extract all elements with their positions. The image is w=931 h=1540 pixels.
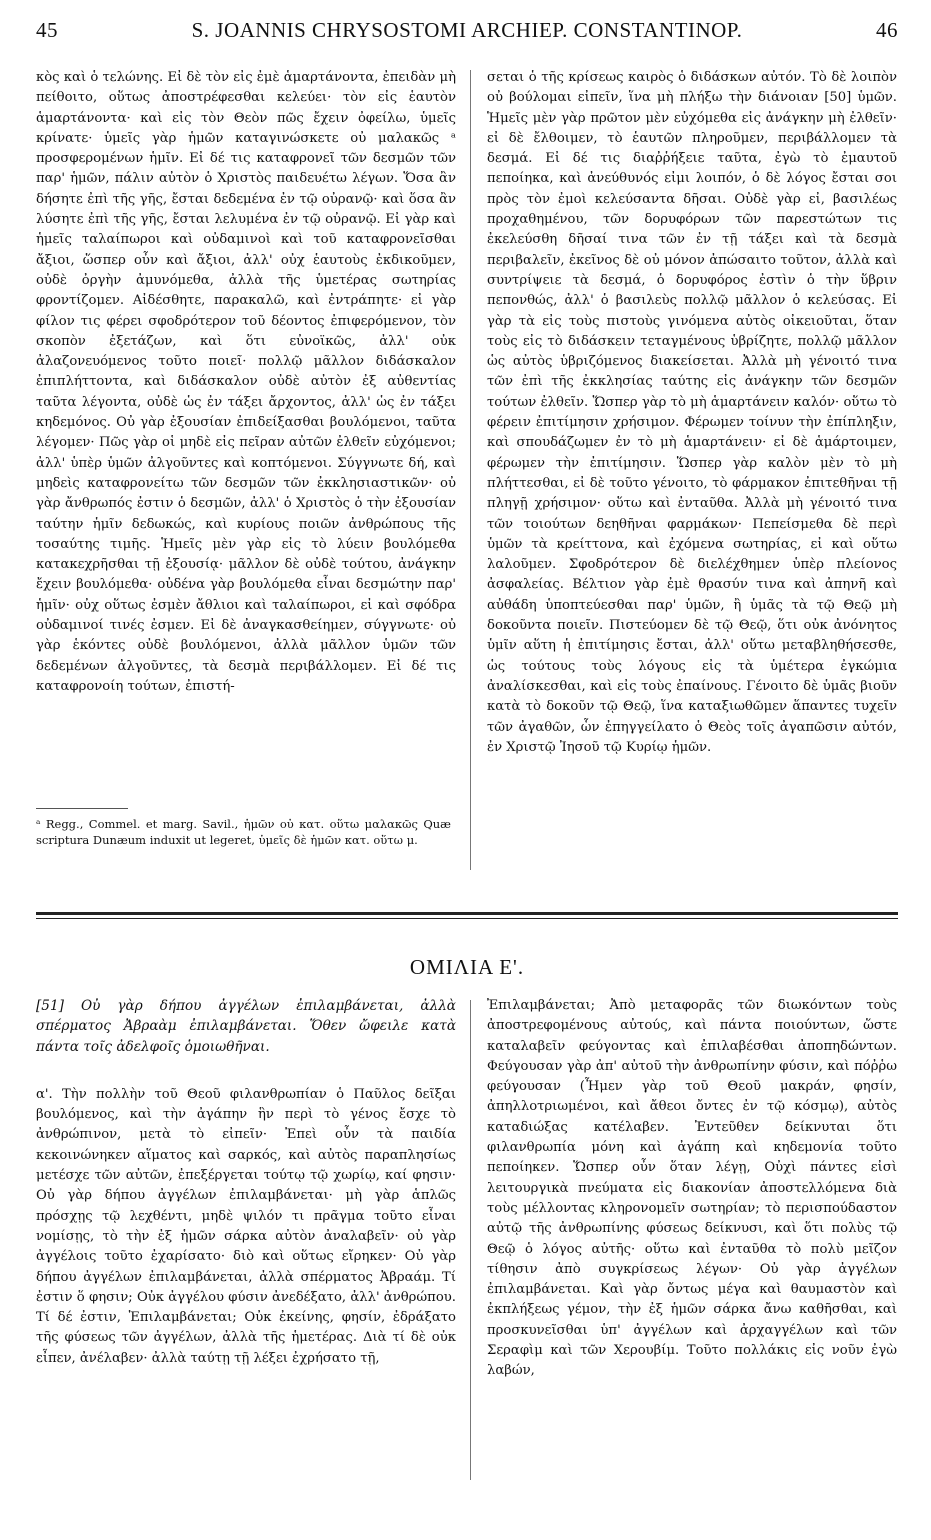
scripture-verse: [51] Οὐ γὰρ δήπου ἀγγέλων ἐπιλαμβάνεται, ἀλλὰ σπέρματος Ἀβραὰμ ἐπιλαμβάνεται. Ὅθεν ὤφειλε κατὰ πάντα τοῖς ἀδελφοῖς ὁμοιωθῆναι. (36, 998, 456, 1055)
running-title: S. JOANNIS CHRYSOSTOMI ARCHIEP. CONSTANTINOP. (191, 18, 743, 42)
top-right-column (487, 68, 897, 758)
column-divider-top (470, 70, 471, 870)
running-head (36, 18, 898, 46)
footnote: ᵃ Regg., Commel. et marg. Savil., ἡμῶν οὐ κατ. οὕτω μαλακῶς Quæ scriptura Dunæum induxit ut legeret, ὑμεῖς δὲ ἡμῶν κατ. οὕτω μ. (36, 817, 451, 847)
page-number-right: 46 (876, 18, 898, 42)
section-divider-thin (36, 918, 898, 919)
section-divider (36, 912, 898, 915)
column-divider-bottom (470, 1000, 471, 1480)
page-number-left: 45 (36, 18, 58, 42)
bottom-right-column (487, 996, 897, 1382)
bottom-left-paragraph: α'. Τὴν πολλὴν τοῦ Θεοῦ φιλανθρωπίαν ὁ Παῦλος δεῖξαι βουλόμενος, καὶ τὴν ἀγάπην ἣν περὶ τὸ γένος ἔσχε τὸ ἀνθρώπινον, μετὰ τὸ εἰπεῖν· Ἐπεὶ οὖν τὰ παιδία κεκοινώνηκεν αἵματος καὶ σαρκός, καὶ αὐτὸς παραπλησίως μετέσχε τῶν αὐτῶν, ἐπεξέργεται τούτῳ τῷ χωρίῳ, καί φησιν· Οὐ γὰρ δήπου ἀγγέλων ἐπιλαμβάνεται· μὴ γὰρ ἁπλῶς πρόσχῃς τῷ λεχθέντι, μηδὲ ψιλόν τι πρᾶγμα τοῦτο εἶναι νομίσῃς, τὸ τὴν ἐξ ἡμῶν σάρκα αὐτὸν ἀναλαβεῖν· οὐ γὰρ ἀγγέλοις τοῦτο ἐχαρίσατο· διὸ καὶ οὕτως εἴρηκεν· Οὐ γὰρ δήπου ἀγγέλων ἐπιλαμβάνεται, ἀλλὰ σπέρματος Ἀβραάμ. Τί ἐστιν ὅ φησιν; Οὐκ ἀγγέλου φύσιν ἀνεδέξατο, ἀλλ' ἀνθρώπου. Τί δέ ἐστιν, Ἐπιλαμβάνεται; Οὐκ ἐκείνης, φησίν, ἐδράξατο τῆς φύσεως τῶν ἀγγέλων, ἀλλὰ τῆς ἡμετέρας. Διὰ τί δὲ οὐκ εἶπεν, ἀνέλαβεν· ἀλλὰ ταύτῃ τῇ λέξει ἐχρήσατο τῇ, (36, 1086, 456, 1366)
footnote-rule (36, 808, 128, 809)
top-left-paragraph: κὸς καὶ ὁ τελώνης. Εἰ δὲ τὸν εἰς ἐμὲ ἁμαρτάνοντα, ἐπειδὰν μὴ πείθοιτο, οὕτως ἀποστρέφεσθαι κελεύει· τὸν εἰς ἑαυτὸν ἁμαρτάνοντα· καὶ εἰς τὸν Θεὸν πῶς ἔχειν ὀφείλω, ὑμεῖς κρίνατε· ὑμεῖς γὰρ ἡμῶν καταγινώσκετε οὐ μαλακῶς ᵃ προσφερομένων ἡμῖν. Εἰ δέ τις καταφρονεῖ τῶν δεσμῶν τῶν παρ' ἡμῶν, πάλιν αὐτὸν ὁ Χριστὸς παιδευέτω λέγων. Ὅσα ἂν δήσητε ἐπὶ τῆς γῆς, ἔσται δεδεμένα ἐν τῷ οὐρανῷ· καὶ ὅσα ἂν λύσητε ἐπὶ τῆς γῆς, ἔσται λελυμένα ἐν τῷ οὐρανῷ. Εἰ γὰρ καὶ ἡμεῖς ταλαίπωροι καὶ οὐδαμινοὶ καὶ τοῦ καταφρονεῖσθαι ἄξιοι, ὥσπερ οὖν καὶ ἄξιοι, ἀλλ' οὐχ ἑαυτοὺς ἐκδικοῦμεν, οὐδὲ ὀργὴν ἀμυνόμεθα, ἀλλὰ τῆς ὑμετέρας σωτηρίας φροντίζομεν. Αἰδέσθητε, παρακαλῶ, καὶ ἐντράπητε· εἰ γὰρ φίλον τις φέρει σφοδρότερον τοῦ δέοντος ἐπιφερόμενον, τὸν σκοπὸν ἐξετάζων, καὶ ὅτι εὐνοϊκῶς, ἀλλ' οὐκ ἀλαζονευόμενος τοῦτο ποιεῖ· πολλῷ μᾶλλον διδάσκαλον ἐπιπλήττοντα, καὶ διδάσκαλον οὐδὲ αὐτὸν ἐξ αὐθεντίας ταῦτα λέγοντα, οὐδὲ ὡς ἐν τάξει ἄρχοντος, ἀλλ' ὡς ἐν τάξει κηδεμόνος. Οὐ γὰρ ἐξουσίαν ἐπιδείξασθαι βουλόμενοι, ταῦτα λέγομεν· Πῶς γὰρ οἱ μηδὲ εἰς πεῖραν αὐτῶν ἐλθεῖν εὐχόμενοι; ἀλλ' ὑπὲρ ὑμῶν ἀλγοῦντες καὶ κοπτόμενοι. Σύγγνωτε δή, καὶ μηδεὶς καταφρονείτω τῶν δεσμῶν τῶν ἐκκλησιαστικῶν· οὐ γὰρ ἄνθρωπός ἐστιν ὁ δεσμῶν, ἀλλ' ὁ Χριστὸς ὁ τὴν ἐξουσίαν ταύτην ἡμῖν δεδωκώς, καὶ κυρίους ποιῶν ἀνθρώπους τῆς τοσαύτης τιμῆς. Ἡμεῖς μὲν γὰρ εἰς τὸ λύειν βουλόμεθα κατακεχρῆσθαι τῇ ἐξουσίᾳ· μᾶλλον δὲ οὐδὲ τούτου, ἀνάγκην ἔχειν βουλόμεθα· οὐδένα γὰρ βουλόμεθα εἶναι δεσμώτην παρ' ἡμῖν· οὐχ οὕτως ἐσμὲν ἄθλιοι καὶ ταλαίπωροι, εἰ καὶ σφόδρα οὐδαμινοί τινές ἐσμεν. Εἰ δὲ ἀναγκασθείημεν, σύγγνωτε· οὐ γὰρ ἑκόντες οὐδὲ βουλόμενοι, ἀλλὰ μᾶλλον ὑμῶν τῶν δεδεμένων ἀλγοῦντες, τὰ δεσμὰ περιβάλλομεν. Εἰ δέ τις καταφρονοίη τούτων, ἐπιστή- (36, 70, 456, 694)
bottom-right-paragraph: Ἐπιλαμβάνεται; Ἀπὸ μεταφορᾶς τῶν διωκόντων τοὺς ἀποστρεφομένους αὐτούς, καὶ πάντα ποιούντων, ὥστε καταλαβεῖν φεύγοντας καὶ ἐπιλαβέσθαι ἀποπηδώντων. Φεύγουσαν γὰρ ἀπ' αὐτοῦ τὴν ἀνθρωπίνην φύσιν, καὶ πόῤῥω φεύγουσαν (Ἦμεν γὰρ τοῦ Θεοῦ μακράν, φησίν, ἀπηλλοτριωμένοι, καὶ ἄθεοι ὄντες ἐν τῷ κόσμῳ), αὐτὸς καταδιώξας κατέλαβεν. Ἐντεῦθεν δείκνυται ὅτι φιλανθρωπία μόνη καὶ ἀγάπη καὶ κηδεμονία τοῦτο πεποίηκεν. Ὥσπερ οὖν ὅταν λέγῃ, Οὐχὶ πάντες εἰσὶ λειτουργικὰ πνεύματα εἰς διακονίαν ἀποστελλόμενα διὰ τοὺς μέλλοντας κληρονομεῖν σωτηρίαν; τὸ περισπούδαστον αὐτῷ τῆς ἀνθρωπίνης φύσεως δείκνυσι, καὶ ὅτι πολὺς τῷ Θεῷ ὁ λόγος αὐτῆς· οὕτω καὶ ἐνταῦθα τὸ πολὺ μεῖζον τίθησιν ἀπὸ συγκρίσεως λέγων· Οὐ γὰρ ἀγγέλων ἐπιλαμβάνεται. Καὶ γὰρ ὄντως μέγα καὶ θαυμαστὸν καὶ ἐκπλήξεως γέμον, τὴν ἐξ ἡμῶν σάρκα ἄνω καθῆσθαι, καὶ προσκυνεῖσθαι ὑπ' ἀγγέλων καὶ ἀρχαγγέλων καὶ τῶν Σεραφὶμ καὶ τῶν Χερουβίμ. Τοῦτο πολλάκις εἰς νοῦν ἐγὼ λαβών, (487, 998, 897, 1379)
top-right-paragraph: σεται ὁ τῆς κρίσεως καιρὸς ὁ διδάσκων αὐτόν. Τὸ δὲ λοιπὸν οὐ βούλομαι εἰπεῖν, ἵνα μὴ πλήξω τὴν διάνοιαν [50] ὑμῶν. Ἡμεῖς μὲν γὰρ πρῶτον μὲν εὐχόμεθα εἰς ἀνάγκην μὴ ἐλθεῖν· εἰ δὲ ἔλθοιμεν, τὸ ἑαυτῶν πληροῦμεν, περιβάλλομεν τὰ δεσμά. Εἰ δέ τις διαῤῥήξειε ταῦτα, ἐγὼ τὸ ἐμαυτοῦ πεποίηκα, καὶ ἀνεύθυνός εἰμι λοιπόν, ὁ δὲ λόγος ἔσται σοι πρὸς τὸν ἐμοὶ κελεύσαντα δῆσαι. Οὐδὲ γὰρ εἰ, βασιλέως προχαθημένου, τῶν δορυφόρων τῶν παρεστώτων τις ἐκελεύσθη δῆσαί τινα τῶν ἐν τῇ τάξει καὶ τὰ δεσμὰ περιβαλεῖν, ἐκεῖνος δὲ οὐ μόνον ἀπώσαιτο τοῦτον, ἀλλὰ καὶ συντρίψειε τὰ δεσμά, ὁ δορυφόρος ἐστὶν ὁ τὴν ὕβριν πεπονθώς, ἀλλ' ὁ βασιλεὺς πολλῷ μᾶλλον ὁ κελεύσας. Εἰ γὰρ τὰ εἰς τοὺς πιστοὺς γινόμενα αὐτὸς οἰκειοῦται, ὅταν τοὺς εἰς τὸ διδάσκειν τεταγμένους ὑβρίζητε, πολλῷ μᾶλλον ὡς αὐτὸς ὑβριζόμενος διακείσεται. Ἀλλὰ μὴ γένοιτό τινα τῶν ἐπὶ τῆς ἐκκλησίας ταύτης εἰς ἀνάγκην τῶν δεσμῶν τούτων ἐλθεῖν. Ὥσπερ γὰρ τὸ μὴ ἁμαρτάνειν καλόν· οὕτω τὸ φέρειν ἐπιτίμησιν χρήσιμον. Φέρωμεν τοίνυν τὴν ἐπίπληξιν, καὶ σπουδάζωμεν ἐν τὸ μὴ ἁμαρτάνειν· εἰ δὲ ἁμάρτοιμεν, φέρωμεν τὴν ἐπιτίμησιν. Ὥσπερ γὰρ καλὸν μὲν τὸ μὴ πλήττεσθαι, εἰ δὲ τοῦτο γένοιτο, τὸ φάρμακον ἐπιτεθῆναι τῇ πληγῇ χρήσιμον· οὕτω καὶ ἐνταῦθα. Ἀλλὰ μὴ γένοιτό τινα τῶν τοιούτων δεηθῆναι φαρμάκων· Πεπείσμεθα δὲ περὶ ὑμῶν τὰ κρείττονα, καὶ ἐχόμενα σωτηρίας, εἰ καὶ οὕτω λαλοῦμεν. Σφοδρότερον δὲ διελέχθημεν ὑπὲρ πλείονος ἀσφαλείας. Βέλτιον γὰρ ἐμὲ θρασύν τινα καὶ ἀπηνῆ καὶ αὐθάδη ὑποπτεύεσθαι παρ' ὑμῶν, ἢ ὑμᾶς τὰ τῷ Θεῷ μὴ δοκοῦντα ποιεῖν. Πιστεύομεν δὲ τῷ Θεῷ, ὅτι οὐκ ἀνόνητος ὑμῖν αὕτη ἡ ἐπιτίμησις ἔσται, ἀλλ' οὕτω μεταβληθήσεσθε, ὡς τούτους τοὺς λόγους εἰς τὰ ὑμέτερα ἐγκώμια ἀναλίσκεσθαι, καὶ εἰς τοὺς ἐπαίνους. Γένοιτο δὲ ὑμᾶς βιοῦν κατὰ τὸ δοκοῦν τῷ Θεῷ, ἵνα καταξιωθῶμεν ἅπαντες τυχεῖν τῶν ἀγαθῶν, ὧν ἐπηγγείλατο ὁ Θεὸς τοῖς ἀγαπῶσιν αὐτόν, ἐν Χριστῷ Ἰησοῦ τῷ Κυρίῳ ἡμῶν. (487, 70, 897, 755)
top-left-column (36, 68, 456, 697)
bottom-left-column (36, 996, 456, 1369)
homily-title: ΟΜΙΛΙΑ Ε'. (409, 955, 525, 979)
